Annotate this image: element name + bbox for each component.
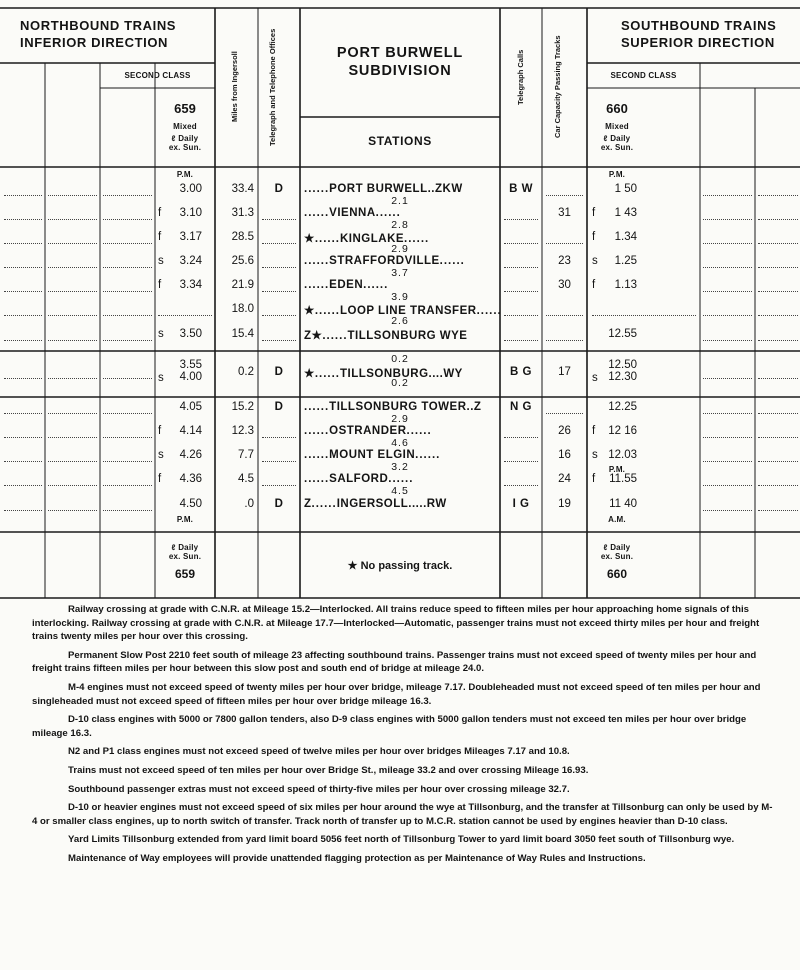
- northbound-train-header: [155, 101, 215, 152]
- stations-header: STATIONS: [368, 134, 432, 148]
- southbound-time: 11 40: [609, 498, 637, 510]
- northbound-time: 4.14: [179, 425, 202, 437]
- dot-leader: [703, 267, 752, 268]
- miles-value: 25.6: [231, 255, 254, 267]
- dot-leader: [4, 267, 42, 268]
- miles-value: 21.9: [231, 279, 254, 291]
- dot-leader: [48, 485, 97, 486]
- station-name: [304, 183, 496, 195]
- station-distance: 4.5: [391, 485, 409, 497]
- telegraph-call: I G: [512, 498, 530, 510]
- star-icon: ★: [304, 305, 315, 317]
- northbound-arrive-time: 3.55: [179, 359, 202, 371]
- dot-leader: [48, 219, 97, 220]
- southbound-flag: s: [592, 372, 598, 384]
- dot-leader: [262, 340, 296, 341]
- northbound-footer-days: ℓ Daily: [171, 543, 199, 552]
- leader-dots: ......: [304, 183, 330, 195]
- dot-leader: [48, 195, 97, 196]
- dot-leader: [4, 485, 42, 486]
- dot-leader: [262, 243, 296, 244]
- northbound-time: 4.36: [179, 473, 202, 485]
- southbound-flag: s: [592, 255, 598, 267]
- dot-leader: [262, 315, 296, 316]
- station-distance: 3.2: [391, 461, 409, 473]
- northbound-pm-top: P.M.: [176, 170, 194, 179]
- leader-dots: ......: [363, 279, 389, 291]
- northbound-time: 4.50: [179, 498, 202, 510]
- dot-leader: [103, 315, 152, 316]
- miles-value: 15.2: [231, 401, 254, 413]
- dot-leader: [4, 340, 42, 341]
- dot-leader: [158, 315, 212, 316]
- wye-marker: Z★: [304, 330, 323, 342]
- dot-leader: [103, 437, 152, 438]
- instruction-paragraph: Trains must not exceed speed of ten miles per hour over Bridge St., mileage 33.2 and over crossing Mileage 16.93.: [68, 764, 589, 776]
- leader-dots: ......: [404, 233, 430, 245]
- telegraph-call: B G: [510, 366, 532, 378]
- northbound-train-type: Mixed: [173, 122, 197, 131]
- dot-leader: [758, 461, 798, 462]
- car-capacity: 24: [558, 473, 571, 485]
- southbound-flag: f: [592, 425, 596, 437]
- dot-leader: [4, 315, 42, 316]
- northbound-direction: INFERIOR DIRECTION: [20, 35, 169, 50]
- dot-leader: [546, 413, 583, 414]
- dot-leader: [48, 461, 97, 462]
- dot-leader: [703, 315, 752, 316]
- miles-value: 4.5: [238, 473, 254, 485]
- instruction-paragraph: D-10 class engines with 5000 or 7800 gallon tenders, also D-9 class engines with 5000 gallon tenders must not exceed ten miles per hour over bridge mileage 16.3.: [32, 714, 747, 739]
- station-label: INGERSOLL.....RW: [336, 498, 447, 510]
- instruction-paragraph: Yard Limits Tillsonburg extended from yard limit board 5056 feet north of Tillsonburg Tower to yard limit board 3050 feet south of Tillsonburg wye.: [68, 834, 735, 846]
- southbound-time: 12.03: [608, 449, 637, 461]
- station-label: SALFORD: [329, 473, 389, 485]
- southbound-class: SECOND CLASS: [610, 71, 677, 80]
- telegraph-calls-header: Telegraph Calls: [516, 49, 525, 105]
- leader-dots: ......: [314, 233, 340, 245]
- northbound-train-number: 659: [174, 101, 196, 116]
- no-passing-note: [300, 559, 500, 572]
- dot-leader: [48, 378, 97, 379]
- subdivision-title-line1: PORT BURWELL: [336, 45, 464, 61]
- dot-leader: [504, 243, 538, 244]
- dot-leader: [4, 291, 42, 292]
- car-capacity: 31: [558, 207, 571, 219]
- dot-leader: [758, 437, 798, 438]
- northbound-time: 3.00: [179, 183, 202, 195]
- northbound-time: 3.10: [179, 207, 202, 219]
- leader-dots: ......: [304, 425, 330, 437]
- miles-value: 18.0: [231, 303, 254, 315]
- southbound-arrive-time: 12.50: [608, 359, 637, 371]
- southbound-time: 12.25: [608, 401, 637, 413]
- station-distance: 3.7: [391, 267, 409, 279]
- special-instructions: [32, 603, 777, 871]
- northbound-footer-days-sub: ex. Sun.: [168, 552, 202, 561]
- dot-leader: [703, 340, 752, 341]
- station-distance: 2.9: [391, 413, 409, 425]
- northbound-time: 4.26: [179, 449, 202, 461]
- southbound-time: 1.34: [614, 231, 637, 243]
- dot-leader: [103, 413, 152, 414]
- northbound-train-days: ℓ Daily: [171, 134, 199, 143]
- station-label: TILLSONBURG....WY: [339, 368, 463, 380]
- southbound-train-header: [587, 101, 647, 152]
- dot-leader: [103, 378, 152, 379]
- southbound-pm-mid: P.M.: [608, 465, 626, 474]
- dot-leader: [703, 437, 752, 438]
- leader-dots: ......: [322, 330, 348, 342]
- southbound-train-footer: [587, 543, 647, 581]
- dot-leader: [546, 315, 583, 316]
- miles-value: 28.5: [231, 231, 254, 243]
- dot-leader: [758, 510, 798, 511]
- northbound-time: 3.50: [179, 328, 202, 340]
- dot-leader: [703, 219, 752, 220]
- southbound-time: 1 43: [614, 207, 637, 219]
- leader-dots: ......: [304, 401, 330, 413]
- station-distance: 0.2: [391, 353, 409, 365]
- leader-dots: ......: [375, 207, 401, 219]
- miles-value: 12.3: [231, 425, 254, 437]
- southbound-pm-top: P.M.: [608, 170, 626, 179]
- southbound-footer-number: 660: [606, 567, 628, 581]
- instruction-paragraph: Permanent Slow Post 2210 feet south of mileage 23 affecting southbound trains. Passenger trains must not exceed speed of twenty miles per hour and freight trains fifteen miles per hour between this slow post and south end of bridge at mileage 24.0.: [32, 649, 757, 675]
- dot-leader: [758, 340, 798, 341]
- leader-dots: ......: [439, 255, 465, 267]
- leader-dots: ......: [304, 255, 330, 267]
- dot-leader: [4, 243, 42, 244]
- dot-leader: [703, 461, 752, 462]
- southbound-train-type: Mixed: [605, 122, 629, 131]
- dot-leader: [103, 485, 152, 486]
- northbound-flag: s: [158, 328, 164, 340]
- dot-leader: [4, 219, 42, 220]
- northbound-time: 3.24: [179, 255, 202, 267]
- northbound-title: NORTHBOUND TRAINS: [20, 18, 177, 33]
- dot-leader: [48, 340, 97, 341]
- subdivision-title-line2: SUBDIVISION: [348, 63, 452, 79]
- station-distance: 2.6: [391, 315, 409, 327]
- station-name: [304, 425, 496, 437]
- telegraph-offices-header: Telegraph and Telephone Offices: [268, 28, 277, 146]
- station-label: TILLSONBURG WYE: [347, 330, 468, 342]
- northbound-depart-time: 4.00: [179, 371, 202, 383]
- station-name: [304, 449, 496, 461]
- station-name: [304, 328, 496, 342]
- dot-leader: [103, 461, 152, 462]
- miles-value: 15.4: [231, 328, 254, 340]
- star-icon: ★: [304, 368, 315, 380]
- telegraph-office: D: [274, 498, 284, 510]
- dot-leader: [758, 378, 798, 379]
- station-name: [304, 255, 496, 267]
- southbound-flag: f: [592, 231, 596, 243]
- dot-leader: [4, 378, 42, 379]
- northbound-class: SECOND CLASS: [124, 71, 191, 80]
- dot-leader: [48, 315, 97, 316]
- station-label: MOUNT ELGIN: [329, 449, 416, 461]
- station-label: TILLSONBURG TOWER..Z: [329, 401, 482, 413]
- dot-leader: [48, 243, 97, 244]
- dot-leader: [758, 219, 798, 220]
- southbound-train-days-sub: ex. Sun.: [600, 143, 634, 152]
- miles-value: 0.2: [238, 366, 254, 378]
- southbound-depart-time: 12.30: [608, 371, 637, 383]
- southbound-flag: f: [592, 279, 596, 291]
- dot-leader: [504, 219, 538, 220]
- dot-leader: [546, 195, 583, 196]
- leader-dots: ......: [314, 368, 340, 380]
- southbound-time: 1.13: [614, 279, 637, 291]
- dot-leader: [703, 510, 752, 511]
- dot-leader: [758, 413, 798, 414]
- car-capacity: 19: [558, 498, 571, 510]
- dot-leader: [48, 413, 97, 414]
- northbound-flag: s: [158, 449, 164, 461]
- dot-leader: [103, 510, 152, 511]
- dot-leader: [262, 485, 296, 486]
- northbound-time: 3.17: [179, 231, 202, 243]
- car-capacity-header: Car Capacity Passing Tracks: [553, 35, 562, 139]
- station-distance: 2.1: [391, 195, 409, 207]
- northbound-flag: f: [158, 425, 162, 437]
- dot-leader: [758, 485, 798, 486]
- southbound-am-bottom: A.M.: [608, 515, 626, 524]
- northbound-pm-bottom: P.M.: [176, 515, 194, 524]
- northbound-train-days-sub: ex. Sun.: [168, 143, 202, 152]
- instruction-paragraph: D-10 or heavier engines must not exceed speed of six miles per hour around the wye at Tillsonburg, and the transfer at Tillsonburg can only be used by M-4 or smaller class engines, up to north switch of transfer. Track north of transfer up to M.C.R. station cannot be used by engines heavier than D-10 class.: [32, 802, 773, 827]
- dot-leader: [48, 267, 97, 268]
- dot-leader: [103, 267, 152, 268]
- northbound-time: 4.05: [179, 401, 202, 413]
- station-label: KINGLAKE: [339, 233, 405, 245]
- instruction-paragraph: Southbound passenger extras must not exceed speed of thirty-five miles per hour over crossing mileage 32.7.: [68, 783, 570, 795]
- dot-leader: [48, 291, 97, 292]
- dot-leader: [504, 267, 538, 268]
- dot-leader: [758, 267, 798, 268]
- southbound-train-number: 660: [606, 101, 628, 116]
- telegraph-office: D: [274, 366, 284, 378]
- leader-dots: ......: [304, 279, 330, 291]
- telegraph-office: D: [274, 401, 284, 413]
- dot-leader: [48, 510, 97, 511]
- southbound-flag: f: [592, 473, 596, 485]
- southbound-time: 1.25: [614, 255, 637, 267]
- dot-leader: [103, 291, 152, 292]
- dot-leader: [504, 340, 538, 341]
- southbound-footer-days: ℓ Daily: [603, 543, 631, 552]
- miles-column-header: Miles from Ingersoll: [230, 51, 239, 123]
- station-label: OSTRANDER: [329, 425, 407, 437]
- dot-leader: [758, 195, 798, 196]
- leader-dots: ......: [304, 473, 330, 485]
- dot-leader: [504, 315, 538, 316]
- no-passing-text: No passing track.: [360, 560, 453, 572]
- northbound-flag: f: [158, 207, 162, 219]
- dot-leader: [703, 413, 752, 414]
- station-distance: 0.2: [391, 377, 409, 389]
- instruction-paragraph: Railway crossing at grade with C.N.R. at Mileage 15.2—Interlocked. All trains reduce speed to fifteen miles per hour approaching home signals of this interlocking. Railway crossing at grade with C.N.R. at Mileage 17.7—Interlocked—Automatic, passenger trains must not exceed thirty miles per hour and freight trains twenty miles per hour over this crossing.: [32, 604, 760, 643]
- miles-value: 7.7: [238, 449, 254, 461]
- northbound-flag: s: [158, 255, 164, 267]
- star-icon: ★: [347, 560, 358, 572]
- instruction-paragraph: M-4 engines must not exceed speed of twenty miles per hour over bridge, mileage 7.17. Doubleheaded must not exceed speed of ten miles per hour and singleheaded must not exceed speed of fifteen miles per hour over bridge mileage 16.3.: [32, 681, 761, 707]
- southbound-title: SOUTHBOUND TRAINS: [621, 18, 777, 33]
- dot-leader: [703, 291, 752, 292]
- station-name: [304, 279, 496, 291]
- dot-leader: [262, 267, 296, 268]
- station-distance: 3.9: [391, 291, 409, 303]
- station-distance: 2.9: [391, 243, 409, 255]
- dot-leader: [758, 291, 798, 292]
- telegraph-call: N G: [510, 401, 532, 413]
- car-capacity: 23: [558, 255, 571, 267]
- leader-dots: ......: [415, 449, 441, 461]
- southbound-time: 11.55: [609, 473, 637, 485]
- car-capacity: 16: [558, 449, 571, 461]
- dot-leader: [262, 461, 296, 462]
- instruction-paragraph: N2 and P1 class engines must not exceed speed of twelve miles per hour over bridges Mileages 7.17 and 10.8.: [68, 746, 570, 758]
- station-name: [304, 473, 496, 485]
- star-icon: ★: [304, 233, 315, 245]
- station-label: STRAFFORDVILLE: [329, 255, 440, 267]
- dot-leader: [262, 291, 296, 292]
- northbound-train-footer: [155, 543, 215, 581]
- yard-marker: Z: [304, 498, 312, 510]
- telegraph-call: B W: [509, 183, 533, 195]
- dot-leader: [758, 315, 798, 316]
- leader-dots: ......: [304, 449, 330, 461]
- leader-dots: ......: [311, 498, 337, 510]
- northbound-flag: f: [158, 473, 162, 485]
- dot-leader: [4, 437, 42, 438]
- dot-leader: [262, 219, 296, 220]
- dot-leader: [4, 461, 42, 462]
- dot-leader: [48, 437, 97, 438]
- northbound-flag: f: [158, 279, 162, 291]
- miles-value: .0: [244, 498, 254, 510]
- dot-leader: [262, 437, 296, 438]
- instruction-paragraph: Maintenance of Way employees will provide unattended flagging protection as per Maintenance of Way Rules and Instructions.: [68, 852, 646, 864]
- dot-leader: [103, 340, 152, 341]
- dot-leader: [4, 413, 42, 414]
- leader-dots: ......: [304, 207, 330, 219]
- station-distance: 2.8: [391, 219, 409, 231]
- car-capacity: 17: [558, 366, 571, 378]
- dot-leader: [103, 195, 152, 196]
- dot-leader: [504, 291, 538, 292]
- leader-dots: ......: [314, 305, 340, 317]
- dot-leader: [504, 485, 538, 486]
- station-label: PORT BURWELL..ZKW: [329, 183, 463, 195]
- northbound-flag: s: [158, 372, 164, 384]
- dot-leader: [546, 340, 583, 341]
- dot-leader: [546, 243, 583, 244]
- leader-dots: ......: [388, 473, 414, 485]
- southbound-time: 12.55: [608, 328, 637, 340]
- station-name: [304, 207, 496, 219]
- dot-leader: [103, 243, 152, 244]
- southbound-footer-days-sub: ex. Sun.: [600, 552, 634, 561]
- station-distance: 4.6: [391, 437, 409, 449]
- northbound-footer-number: 659: [174, 567, 196, 581]
- dot-leader: [504, 437, 538, 438]
- dot-leader: [703, 243, 752, 244]
- dot-leader: [703, 195, 752, 196]
- southbound-flag: f: [592, 207, 596, 219]
- dot-leader: [592, 315, 696, 316]
- station-name: [304, 401, 496, 413]
- southbound-time: 1 50: [614, 183, 637, 195]
- southbound-direction: SUPERIOR DIRECTION: [621, 35, 775, 50]
- station-label: LOOP LINE TRANSFER: [339, 305, 477, 317]
- dot-leader: [504, 461, 538, 462]
- station-label: VIENNA: [329, 207, 376, 219]
- southbound-flag: s: [592, 449, 598, 461]
- dot-leader: [703, 378, 752, 379]
- subdivision-title: [300, 44, 500, 80]
- car-capacity: 26: [558, 425, 571, 437]
- leader-dots: ......: [476, 305, 502, 317]
- leader-dots: ......: [406, 425, 432, 437]
- northbound-time: 3.34: [179, 279, 202, 291]
- dot-leader: [4, 195, 42, 196]
- miles-value: 33.4: [231, 183, 254, 195]
- dot-leader: [703, 485, 752, 486]
- dot-leader: [103, 219, 152, 220]
- northbound-flag: f: [158, 231, 162, 243]
- southbound-train-days: ℓ Daily: [603, 134, 631, 143]
- telegraph-office: D: [274, 183, 284, 195]
- station-label: EDEN: [329, 279, 364, 291]
- car-capacity: 30: [558, 279, 571, 291]
- southbound-time: 12 16: [608, 425, 637, 437]
- station-name: [304, 498, 496, 510]
- dot-leader: [4, 510, 42, 511]
- dot-leader: [758, 243, 798, 244]
- miles-value: 31.3: [231, 207, 254, 219]
